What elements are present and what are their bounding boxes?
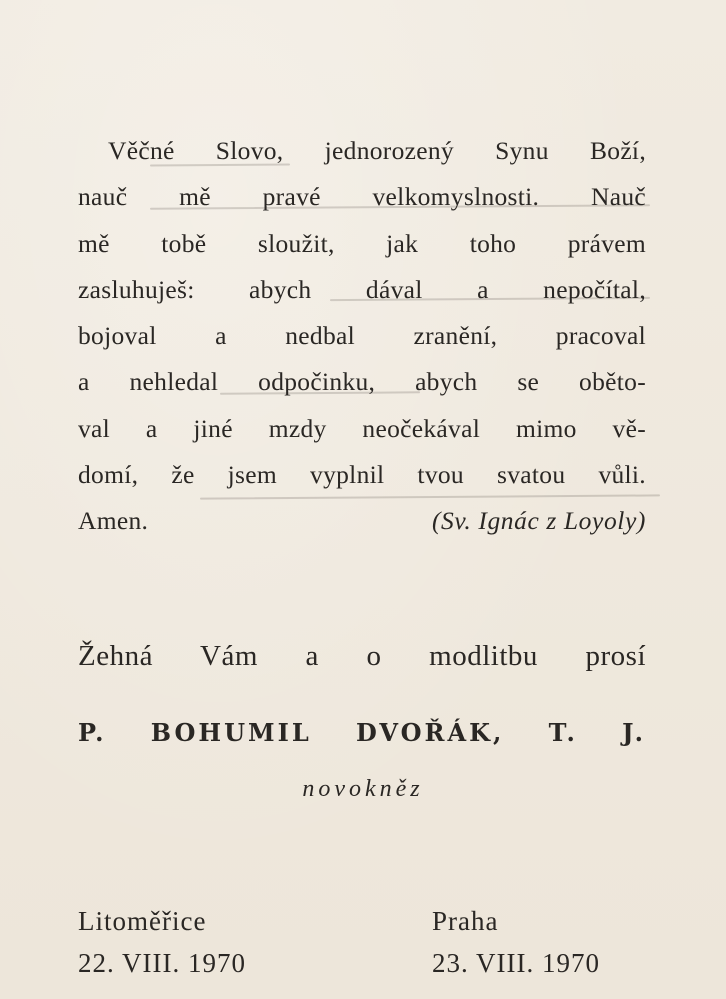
- location-left: [78, 900, 246, 984]
- prayer-text: [78, 128, 646, 545]
- blessing-line: Žehná Vám a o modlitbu prosí: [78, 640, 646, 672]
- prayer-line: bojoval a nedbal zranění, pracoval: [78, 321, 646, 351]
- amen: Amen.: [78, 506, 149, 536]
- prayer-line: a nehledal odpočinku, abych se oběto-: [78, 367, 646, 397]
- prayer-line: mě tobě sloužit, jak toho právem: [78, 228, 646, 258]
- prayer-line: nauč mě pravé velkomyslnosti. Nauč: [78, 182, 646, 212]
- location-date: 23. VIII. 1970: [432, 948, 600, 978]
- prayer-closing: [78, 498, 646, 544]
- prayer-line: domí, že jsem vyplnil tvou svatou vůli.: [78, 460, 646, 490]
- location-place: Litoměřice: [78, 906, 207, 936]
- priest-title: novokněz: [302, 776, 424, 802]
- prayer-line: Věčné Slovo, jednorozený Synu Boží,: [108, 136, 646, 165]
- prayer-line: val a jiné mzdy neočekával mimo vě-: [78, 413, 646, 443]
- location-place: Praha: [432, 906, 499, 936]
- location-date: 22. VIII. 1970: [78, 948, 246, 978]
- prayer-line: zasluhuješ: abych dával a nepočítal,: [78, 274, 646, 304]
- location-right: [432, 900, 600, 984]
- attribution: (Sv. Ignác z Loyoly): [431, 506, 646, 536]
- priest-name: P. BOHUMIL DVOŘÁK, T. J.: [78, 718, 646, 747]
